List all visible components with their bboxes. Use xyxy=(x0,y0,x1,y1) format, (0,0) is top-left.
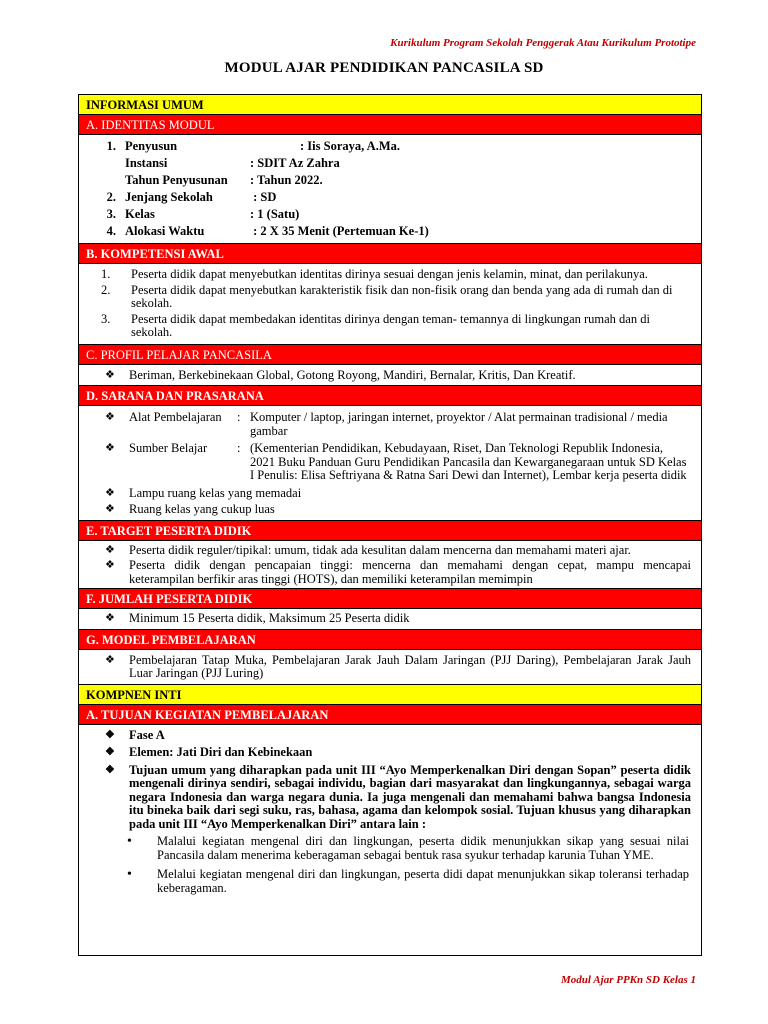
list-item: 3. Peserta didik dapat membedakan identitas dirinya dengan teman- temannya di lingkungan rumah dan di sekolah. xyxy=(101,311,650,339)
footer-note: Modul Ajar PPKn SD Kelas 1 xyxy=(561,974,696,986)
list-item: ❖ Beriman, Berkebinekaan Global, Gotong Royong, Mandiri, Bernalar, Kritis, Dan Kreatif. xyxy=(105,367,576,382)
list-item: ❖ Tujuan umum yang diharapkan pada unit III “Ayo Memperkenalkan Diri dengan Sopan” peserta didik mengenali dirinya sendiri, sebagai individu, bagian dari masyarakat dan lingkungannya, sebagai warga negara Indonesia dan warga negara dunia. Ia juga mengenali dan memahami bahwa bangsa Indonesia itu bineka baik dari segi suku, ras, bahasa, agama dan kelompok sosial. Tujuan khusus yang diharapkan pada unit III “Ayo Memperkenalkan Diri” antara lain : xyxy=(105,762,691,831)
diamond-bullet-icon: ❖ xyxy=(105,411,115,423)
jumlah-section xyxy=(79,609,701,630)
identitas-row: 1. Penyusun : Iis Soraya, A.Ma. xyxy=(106,139,400,153)
list-item: ❖ Elemen: Jati Diri dan Kebinekaan xyxy=(105,745,313,759)
identitas-section xyxy=(79,135,701,244)
diamond-bullet-icon: ❖ xyxy=(105,728,115,741)
target-section xyxy=(79,541,701,590)
model-heading: G. MODEL PEMBELAJARAN xyxy=(79,630,701,650)
diamond-bullet-icon: ❖ xyxy=(105,486,115,499)
informasi-umum-heading: INFORMASI UMUM xyxy=(79,95,701,115)
profil-section xyxy=(79,365,701,387)
identitas-row: 2. Jenjang Sekolah : SD xyxy=(106,190,277,204)
list-item: ❖ Peserta didik dengan pencapaian tinggi: mencerna dan memahami dengan cepat, mampu mencapai keterampilan berfikir aras tinggi (HOTS), dan memiliki keterampilan memimpin xyxy=(105,558,691,586)
diamond-bullet-icon: ❖ xyxy=(105,763,115,776)
profil-heading: C. PROFIL PELAJAR PANCASILA xyxy=(79,345,701,365)
diamond-bullet-icon: ❖ xyxy=(105,368,115,381)
identitas-heading: A. IDENTITAS MODUL xyxy=(79,115,701,135)
list-item: 2. Peserta didik dapat menyebutkan karakteristik fisik dan non-fisik orang dan benda yang ada di rumah dan di sekolah. xyxy=(101,282,673,310)
kompetensi-section xyxy=(79,264,701,345)
module-table xyxy=(78,94,702,956)
page-title: MODUL AJAR PENDIDIKAN PANCASILA SD xyxy=(224,60,544,76)
diamond-bullet-icon: ❖ xyxy=(105,746,115,758)
list-item: ❖ Sumber Belajar : (Kementerian Pendidikan, Kebudayaan, Riset, Dan Teknologi Republik Indonesia, 2021 Buku Panduan Guru Pendidikan Pancasila dan Kewarganegaraan untuk SD Kelas I Penulis: Elisa Seftriyana & Ratna Sari Dewi dan Internet), Lembar kerja peserta didik xyxy=(105,441,687,482)
target-heading: E. TARGET PESERTA DIDIK xyxy=(79,521,701,541)
tujuan-heading: A. TUJUAN KEGIATAN PEMBELAJARAN xyxy=(79,705,701,725)
diamond-bullet-icon: ❖ xyxy=(105,612,115,624)
list-item: ❖ Alat Pembelajaran : Komputer / laptop, jaringan internet, proyektor / Alat permainan tradisional / media gambar xyxy=(105,410,668,438)
komponen-inti-heading: KOMPNEN INTI xyxy=(79,685,701,705)
list-item: • Malalui kegiatan mengenal diri dan lingkungan, peserta didik menunjukkan sikap yang sesuai nilai Pancasila dalam menerima keberagaman sebagai bentuk rasa syukur terhadap karunia Tuhan YME. xyxy=(127,834,689,862)
sarana-heading: D. SARANA DAN PRASARANA xyxy=(79,386,701,406)
diamond-bullet-icon: ❖ xyxy=(105,559,115,571)
header-note: Kurikulum Program Sekolah Penggerak Atau Kurikulum Prototipe xyxy=(390,37,696,49)
jumlah-heading: F. JUMLAH PESERTA DIDIK xyxy=(79,589,701,609)
list-item: ❖ Minimum 15 Peserta didik, Maksimum 25 Peserta didik xyxy=(105,611,410,625)
list-item: ❖ Pembelajaran Tatap Muka, Pembelajaran Jarak Jauh Dalam Jaringan (PJJ Daring), Pembelajaran Jarak Jauh Luar Jaringan (PJJ Luring) xyxy=(105,652,691,680)
identitas-row: Instansi : SDIT Az Zahra xyxy=(125,156,340,170)
identitas-row: 3. Kelas : 1 (Satu) xyxy=(106,207,300,221)
bullet-dot-icon: • xyxy=(127,834,132,849)
identitas-row: 4. Alokasi Waktu : 2 X 35 Menit (Pertemuan Ke-1) xyxy=(106,224,429,238)
tujuan-section xyxy=(79,725,701,896)
list-item: ❖ Lampu ruang kelas yang memadai xyxy=(105,485,302,500)
list-item: ❖ Fase A xyxy=(105,727,165,742)
diamond-bullet-icon: ❖ xyxy=(105,442,115,454)
list-item: • Melalui kegiatan mengenal diri dan lingkungan, peserta didi dapat menunjukkan sikap toleransi terhadap keberagaman. xyxy=(127,867,689,895)
diamond-bullet-icon: ❖ xyxy=(105,653,115,666)
diamond-bullet-icon: ❖ xyxy=(105,543,115,556)
kompetensi-heading: B. KOMPETENSI AWAL xyxy=(79,244,701,264)
identitas-row: Tahun Penyusunan : Tahun 2022. xyxy=(125,173,323,187)
list-item: 1. Peserta didik dapat menyebutkan identitas dirinya sesuai dengan jenis kelamin, minat, dan perilakunya. xyxy=(101,267,648,281)
model-section xyxy=(79,650,701,685)
sarana-section xyxy=(79,406,701,521)
list-item: ❖ Peserta didik reguler/tipikal: umum, tidak ada kesulitan dalam mencerna dan memahami materi ajar. xyxy=(105,542,631,557)
diamond-bullet-icon: ❖ xyxy=(105,503,115,515)
list-item: ❖ Ruang kelas yang cukup luas xyxy=(105,502,275,516)
bullet-dot-icon: • xyxy=(127,867,132,882)
